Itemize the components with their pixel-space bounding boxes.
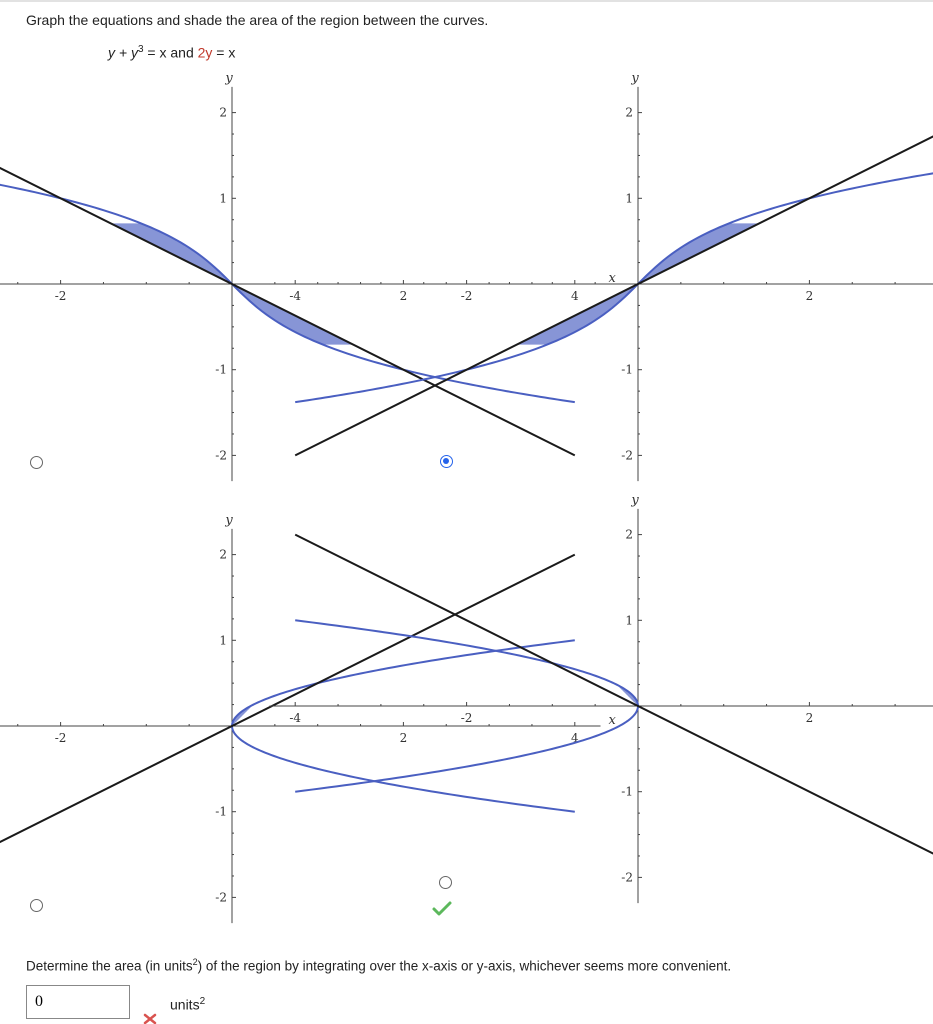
y-tick-label: 1 xyxy=(219,633,227,648)
radio-option-a[interactable] xyxy=(30,456,43,469)
radio-option-d[interactable] xyxy=(439,876,452,889)
radio-option-b[interactable] xyxy=(440,455,453,468)
x-tick-label: -2 xyxy=(460,289,473,303)
y-tick-label: -1 xyxy=(215,804,227,819)
y-tick-label: -2 xyxy=(215,448,227,463)
x-tick-label: 2 xyxy=(805,711,814,725)
y-axis-label: y xyxy=(225,512,233,528)
area-question: Determine the area (in units$^2$) of the region by integrating over the x-axis or y-axis, whichever seems more convenient. xyxy=(26,957,732,974)
x-tick-label: 4 xyxy=(570,289,579,303)
y-tick-label: 2 xyxy=(219,105,227,120)
x-tick-label: -4 xyxy=(289,711,302,725)
equation-label: $y + y^3 = x$ and 2y = x xyxy=(108,44,236,61)
y-tick-label: -2 xyxy=(215,890,227,905)
correct-check-icon xyxy=(432,900,452,916)
y-tick-label: 2 xyxy=(219,547,227,562)
x-tick-label: -2 xyxy=(54,731,67,745)
y-tick-label: -1 xyxy=(215,362,227,377)
y-axis-label: y xyxy=(225,70,233,86)
x-axis-label: x xyxy=(608,271,616,286)
y-tick-label: -1 xyxy=(621,362,633,377)
x-tick-label: -4 xyxy=(289,289,302,303)
y-tick-label: -2 xyxy=(621,870,633,885)
x-tick-label: -2 xyxy=(460,711,473,725)
y-axis-label: y xyxy=(631,492,639,508)
y-tick-label: 1 xyxy=(625,613,633,628)
y-tick-label: 1 xyxy=(219,191,227,206)
top-rule xyxy=(0,0,933,2)
units-label: units$^2$ xyxy=(170,996,206,1013)
x-tick-label: -2 xyxy=(54,289,67,303)
x-axis-label: x xyxy=(608,713,616,728)
area-answer-input[interactable] xyxy=(26,985,130,1019)
incorrect-cross-icon xyxy=(143,1013,157,1024)
y-tick-label: -1 xyxy=(621,784,633,799)
y-tick-label: 2 xyxy=(625,527,633,542)
graph-option-b xyxy=(289,70,846,474)
y-axis-label: y xyxy=(631,70,639,86)
x-tick-label: 2 xyxy=(805,289,814,303)
graph-option-d xyxy=(289,492,846,896)
shaded-region xyxy=(617,685,638,706)
y-tick-label: 1 xyxy=(625,191,633,206)
x-tick-label: 2 xyxy=(399,731,408,745)
question-prompt: Graph the equations and shade the area of the region between the curves. xyxy=(26,12,489,28)
shaded-region xyxy=(232,705,253,726)
y-tick-label: -2 xyxy=(621,448,633,463)
radio-option-c[interactable] xyxy=(30,899,43,912)
y-tick-label: 2 xyxy=(625,105,633,120)
x-tick-label: 2 xyxy=(399,289,408,303)
x-tick-label: 4 xyxy=(570,731,579,745)
